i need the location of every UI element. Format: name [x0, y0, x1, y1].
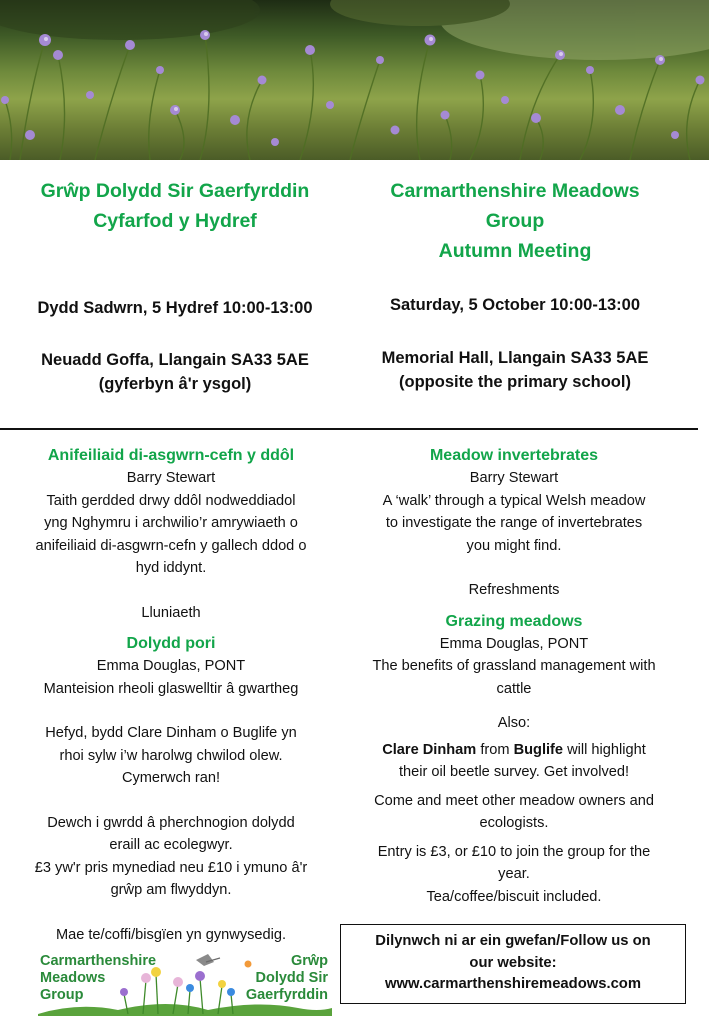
- welsh-talk1-speaker: Barry Stewart: [126, 470, 216, 486]
- logo-text-welsh: [246, 953, 328, 1004]
- group-logo: [38, 950, 332, 1016]
- english-talk2-desc-line: The benefits of grassland management with: [372, 658, 656, 674]
- english-talk1-speaker: Barry Stewart: [469, 470, 559, 486]
- english-talk2-desc-line: cattle: [496, 680, 532, 697]
- welsh-venue-address: Neuadd Goffa, Llangain SA33 5AE: [41, 351, 309, 369]
- welsh-talk2-desc: Manteision rheoli glaswelltir â gwartheg: [43, 680, 299, 697]
- english-talk2-heading: Grazing meadows: [445, 612, 583, 630]
- welsh-talk2-speaker: Emma Douglas, PONT: [96, 658, 246, 674]
- welsh-talk1-desc-line: yng Nghymru i archwilio’r amrywiaeth o: [44, 515, 298, 531]
- english-also-name: Clare Dinham: [382, 741, 477, 758]
- english-talk2-speaker: Emma Douglas, PONT: [439, 635, 589, 652]
- english-tea: Tea/coffee/biscuit included.: [426, 888, 602, 905]
- welsh-talk1-desc-line: anifeiliaid di-asgwrn-cefn y gallech ddod o: [35, 537, 307, 554]
- english-meet-line: ecologists.: [479, 815, 549, 831]
- english-program: [344, 444, 684, 908]
- logo-text-english: [40, 953, 156, 1004]
- meadow-photo: [0, 0, 709, 160]
- english-venue-address: Memorial Hall, Llangain SA33 5AE: [381, 349, 649, 367]
- welsh-title-line2: Cyfarfod y Hydref: [93, 210, 257, 232]
- english-title-line2: Group: [485, 210, 545, 232]
- english-title-line1: Carmarthenshire Meadows: [390, 180, 640, 202]
- english-also-org: Buglife: [513, 741, 564, 758]
- welsh-talk1-heading: Anifeiliaid di-asgwrn-cefn y ddôl: [47, 447, 295, 464]
- english-refreshments: Refreshments: [468, 582, 560, 598]
- website-box: [340, 924, 686, 1004]
- welsh-program: [8, 444, 334, 946]
- english-also-from: from: [476, 741, 514, 758]
- welsh-meet-line: eraill ac ecolegwyr.: [109, 837, 233, 853]
- welsh-talk1-desc-line: Taith gerdded drwy ddôl nodweddiadol: [46, 492, 296, 509]
- website-box-line1: Dilynwch ni ar ein gwefan/Follow us on: [375, 933, 651, 949]
- welsh-venue: [10, 348, 340, 396]
- english-talk1-heading: Meadow invertebrates: [429, 447, 599, 464]
- welsh-also-line: rhoi sylw i’w harolwg chwilod olew.: [59, 747, 283, 764]
- english-entry-line: Entry is £3, or £10 to join the group for the: [377, 843, 651, 860]
- english-venue-note: (opposite the primary school): [399, 373, 631, 391]
- welsh-talk2-heading: Dolydd pori: [126, 635, 216, 652]
- english-talk1-desc-line: you might find.: [466, 537, 562, 554]
- english-also-rest: will highlight: [563, 741, 646, 758]
- welsh-date: Dydd Sadwrn, 5 Hydref 10:00-13:00: [37, 299, 313, 317]
- welsh-entry-line: grŵp am flwyddyn.: [110, 882, 232, 898]
- english-also-line2: their oil beetle survey. Get involved!: [398, 764, 630, 780]
- logo-en-line: Meadows: [40, 970, 106, 986]
- logo-en-line: Carmarthenshire: [40, 953, 157, 969]
- section-divider: [0, 428, 698, 430]
- welsh-talk1-desc-line: hyd iddynt.: [135, 560, 207, 576]
- welsh-venue-note: (gyferbyn â'r ysgol): [98, 375, 252, 393]
- english-talk1-desc-line: A ‘walk’ through a typical Welsh meadow: [382, 492, 646, 509]
- logo-cy-line: Grŵp: [290, 953, 328, 969]
- welsh-also-line: Cymerwch ran!: [121, 770, 221, 786]
- welsh-tea: Mae te/coffi/bisgïen yn gynwysedig.: [55, 926, 287, 943]
- english-also-label: Also:: [497, 715, 531, 731]
- logo-cy-line: Dolydd Sir: [255, 970, 328, 986]
- english-also-line1: [344, 739, 684, 762]
- english-talk1-desc-line: to investigate the range of invertebrates: [385, 515, 643, 531]
- welsh-header: [10, 176, 340, 236]
- english-date: Saturday, 5 October 10:00-13:00: [389, 296, 641, 314]
- logo-cy-line: Gaerfyrddin: [245, 987, 328, 1003]
- website-link[interactable]: www.carmarthenshiremeadows.com: [384, 976, 642, 992]
- english-meet-line: Come and meet other meadow owners and: [374, 792, 654, 809]
- english-title-line3: Autumn Meeting: [438, 240, 592, 262]
- welsh-refreshments: Lluniaeth: [141, 604, 201, 621]
- welsh-meet-line: Dewch i gwrdd â pherchnogion dolydd: [47, 814, 295, 831]
- logo-en-line: Group: [40, 987, 84, 1003]
- website-box-line2: our website:: [469, 954, 557, 971]
- english-venue: [350, 346, 680, 394]
- welsh-title-line1: Grŵp Dolydd Sir Gaerfyrddin: [40, 180, 310, 202]
- meadow-flowers-illustration: [0, 0, 709, 160]
- welsh-entry-line: £3 yw'r pris mynediad neu £10 i ymuno â'r: [34, 859, 308, 876]
- english-header: [350, 176, 680, 266]
- english-entry-line: year.: [498, 866, 530, 882]
- welsh-also-line: Hefyd, bydd Clare Dinham o Buglife yn: [45, 725, 297, 741]
